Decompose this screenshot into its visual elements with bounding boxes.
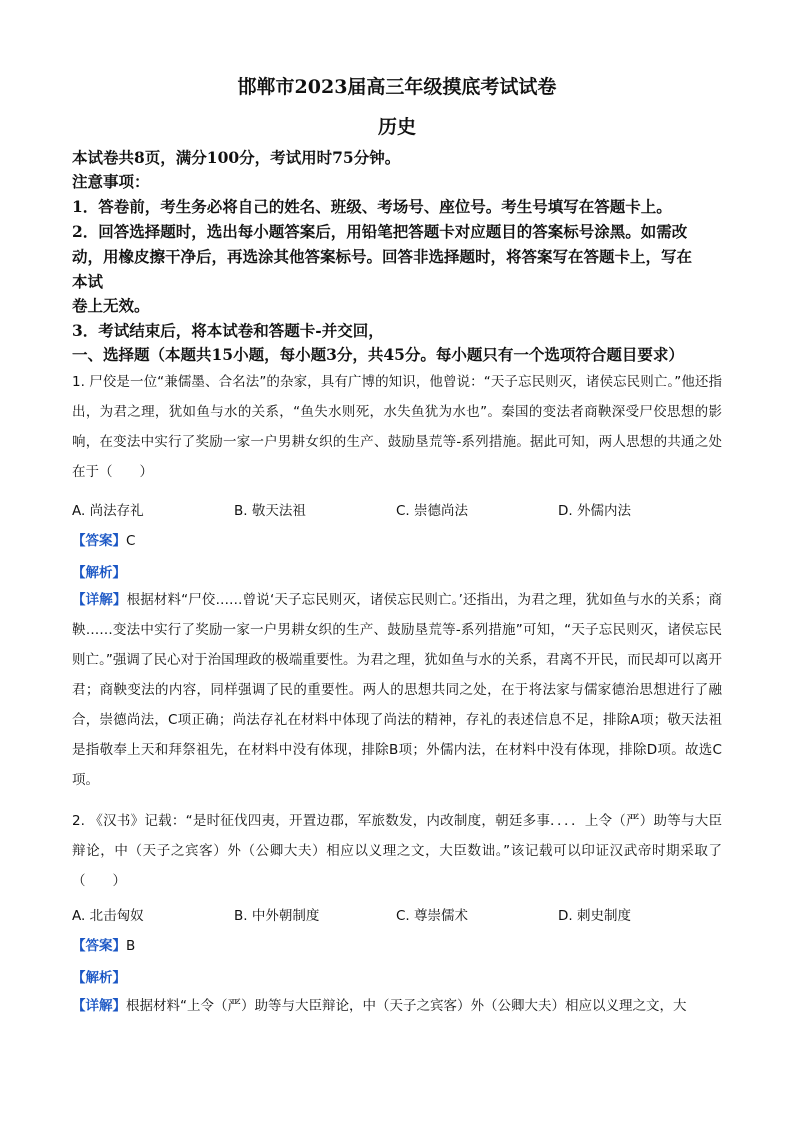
question-1-stem: 1. 尸佼是一位“兼儒墨、合名法”的杂家，具有广博的知识，他曾说：“天子忘民则灭，诸侯忘民则亡。”他还指出，为君之理，犹如鱼与水的关系，“鱼失水则死，水失鱼犹为水也”。秦国的变法者商鞅深受尸佼思想的影响，在变法中实行了奖励一家一户男耕女织的生产、鼓励垦荒等-系列措施。据此可知，两人思想的共通之处在于（ ） [72, 374, 722, 480]
analysis-label: 【解析】 [72, 970, 126, 986]
analysis-label: 【解析】 [72, 565, 126, 581]
answer-label: 【答案】 [72, 938, 126, 954]
exam-intro: 本试卷共8页，满分100分，考试用时75分钟。 [72, 148, 401, 167]
answer-label: 【答案】 [72, 533, 126, 549]
question-2-option-d: D. 刺史制度 [558, 908, 631, 924]
section-heading: 一、选择题（本题共15小题，每小题3分，共45分。每小题只有一个选项符合题目要求） [72, 345, 684, 364]
detail-label: 【详解】 [72, 592, 127, 608]
notes-item-2-line-1: 2．回答选择题时，选出每小题答案后，用铅笔把答题卡对应题目的答案标号涂黑。如需改 [72, 222, 688, 241]
question-2-answer [72, 934, 135, 954]
detail-text: 根据材料“上令（严）助等与大臣辩论，中（天子之宾客）外（公卿大夫）相应以义理之文，大 [126, 998, 687, 1014]
exam-subject: 历史 [377, 116, 416, 138]
question-1-option-c: C. 崇德尚法 [396, 503, 469, 519]
question-2-option-c: C. 尊崇儒术 [396, 908, 469, 924]
notes-item-2-line-3: 本试 [72, 272, 104, 291]
question-1-answer [72, 529, 135, 549]
answer-value: B [126, 938, 136, 954]
detail-label: 【详解】 [72, 998, 126, 1014]
question-2-option-b: B. 中外朝制度 [234, 908, 320, 924]
exam-title: 邯郸市2023届高三年级摸底考试试卷 [237, 76, 557, 98]
detail-text: 根据材料“尸佼……曾说‘天子忘民则灭，诸侯忘民则亡。’还指出，为君之理，犹如鱼与水的关系；商鞅……变法中实行了奖励一家一户男耕女织的生产、鼓励垦荒等-系列措施”可知，“天子忘民则灭，诸侯忘民则亡。”强调了民心对于治国理政的极端重要性。为君之理，犹如鱼与水的关系，君离不开民，而民却可以离开君；商鞅变法的内容，同样强调了民的重要性。两人的思想共同之处，在于将法家与儒家德治思想进行了融合，崇德尚法，C项正确；尚法存礼在材料中体现了尚法的精神，存礼的表述信息不足，排除A项；敬天法祖是指敬奉上天和拜祭祖先，在材料中没有体现，排除B项；外儒内法，在材料中没有体现，排除D项。故选C项。 [72, 592, 723, 788]
notes-item-1: 1．答卷前，考生务必将自己的姓名、班级、考场号、座位号。考生号填写在答题卡上。 [72, 197, 672, 216]
question-1-detail [72, 585, 722, 795]
question-2-option-a: A. 北击匈奴 [72, 908, 144, 924]
notes-item-3: 3．考试结束后，将本试卷和答题卡-并交回， [72, 321, 384, 340]
question-2-detail [72, 991, 722, 1021]
answer-value: C [126, 533, 136, 549]
question-1-option-d: D. 外儒内法 [558, 503, 631, 519]
question-2-analysis [72, 966, 126, 986]
notes-item-2-line-2: 动，用橡皮擦干净后，再选涂其他答案标号。回答非选择题时，将答案写在答题卡上，写在 [72, 247, 693, 266]
question-2-stem: 2. 《汉书》记载：“是时征伐四夷，开置边郡，军旅数发，内改制度，朝廷多事．．．．上令（严）助等与大臣辩论，中（天子之宾客）外（公卿大夫）相应以义理之文，大臣数诎。”该记载可以印证汉武帝时期采取了（ ） [72, 813, 722, 889]
question-1-analysis [72, 561, 126, 581]
notes-item-2-line-4: 卷上无效。 [72, 296, 150, 315]
question-1-option-b: B. 敬天法祖 [234, 503, 306, 519]
question-1-option-a: A. 尚法存礼 [72, 503, 144, 519]
notes-heading: 注意事项： [72, 172, 150, 191]
